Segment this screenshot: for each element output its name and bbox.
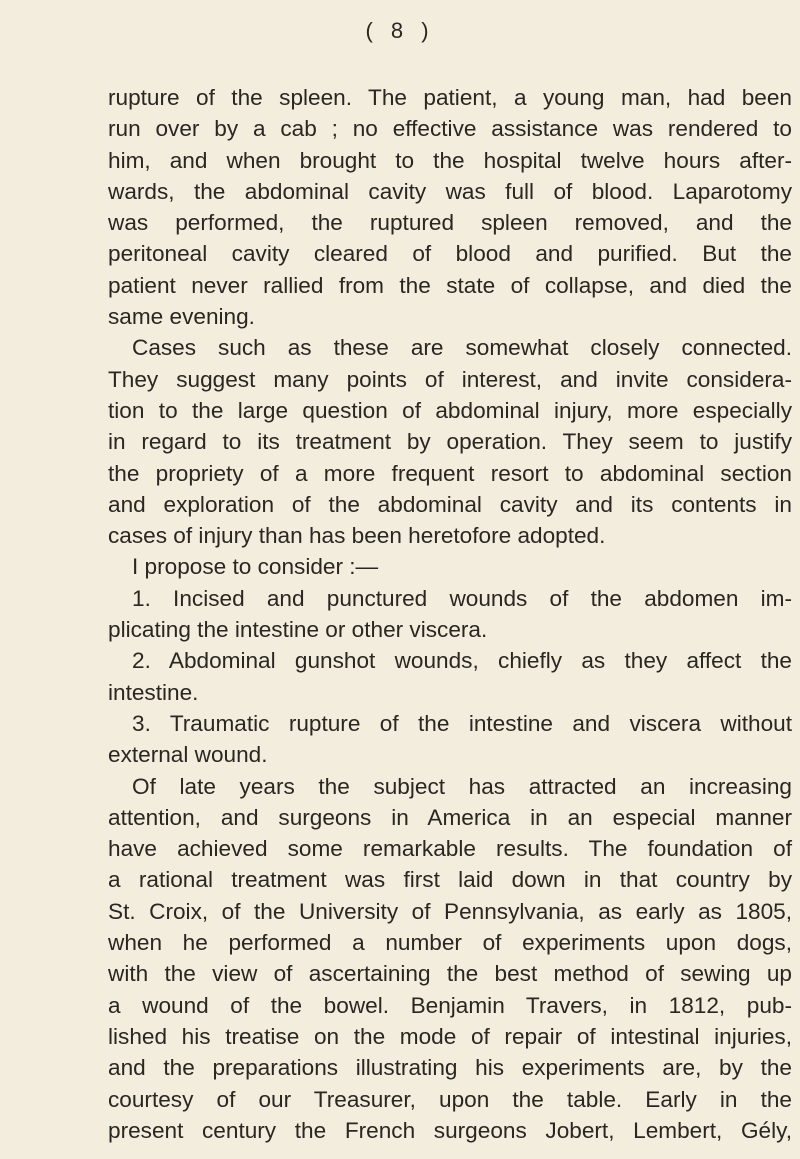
body-text <box>108 82 792 1146</box>
text-line: was performed, the ruptured spleen removed, and the <box>108 210 792 236</box>
text-line: I propose to consider :— <box>132 554 379 580</box>
text-line: in regard to its treatment by operation. They seem to justify <box>108 429 792 455</box>
text-line: same evening. <box>108 304 255 330</box>
text-line: with the view of ascertaining the best method of sewing up <box>108 961 792 987</box>
text-line: plicating the intestine or other viscera. <box>108 617 488 643</box>
text-line: 2. Abdominal gunshot wounds, chiefly as they affect the <box>132 648 792 674</box>
text-line: run over by a cab ; no effective assistance was rendered to <box>108 116 792 142</box>
text-line: attention, and surgeons in America in an especial manner <box>108 804 792 830</box>
text-line: 1. Incised and punctured wounds of the abdomen im- <box>132 585 792 611</box>
text-line: Of late years the subject has attracted an increasing <box>132 773 792 799</box>
text-line: and exploration of the abdominal cavity and its contents in <box>108 491 792 517</box>
text-line: cases of injury than has been heretofore adopted. <box>108 523 606 549</box>
text-line: peritoneal cavity cleared of blood and purified. But the <box>108 241 792 267</box>
text-line: when he performed a number of experiments upon dogs, <box>108 930 792 956</box>
text-line: a wound of the bowel. Benjamin Travers, in 1812, pub- <box>108 992 792 1018</box>
text-line: a rational treatment was first laid down in that country by <box>108 867 792 893</box>
text-line: the propriety of a more frequent resort to abdominal section <box>108 460 792 486</box>
text-line: St. Croix, of the University of Pennsylvania, as early as 1805, <box>108 898 792 924</box>
text-line: him, and when brought to the hospital twelve hours after- <box>108 147 792 173</box>
text-line: and the preparations illustrating his experiments are, by the <box>108 1055 792 1081</box>
text-line: 3. Traumatic rupture of the intestine and viscera without <box>132 710 792 736</box>
text-line: present century the French surgeons Jobert, Lembert, Gély, <box>108 1117 792 1143</box>
text-line: They suggest many points of interest, and invite considera- <box>108 366 792 392</box>
text-line: patient never rallied from the state of collapse, and died the <box>108 272 792 298</box>
text-line: Cases such as these are somewhat closely connected. <box>132 335 792 361</box>
text-line: courtesy of our Treasurer, upon the table. Early in the <box>108 1086 792 1112</box>
text-line: lished his treatise on the mode of repair of intestinal injuries, <box>108 1023 792 1049</box>
text-line: intestine. <box>108 679 199 705</box>
text-line: wards, the abdominal cavity was full of blood. Laparotomy <box>108 178 792 204</box>
text-line: have achieved some remarkable results. The foundation of <box>108 836 792 862</box>
text-line: rupture of the spleen. The patient, a young man, had been <box>108 85 792 110</box>
text-line: tion to the large question of abdominal injury, more especially <box>108 397 792 423</box>
text-line: external wound. <box>108 742 268 768</box>
page-number: ( 8 ) <box>365 18 435 43</box>
